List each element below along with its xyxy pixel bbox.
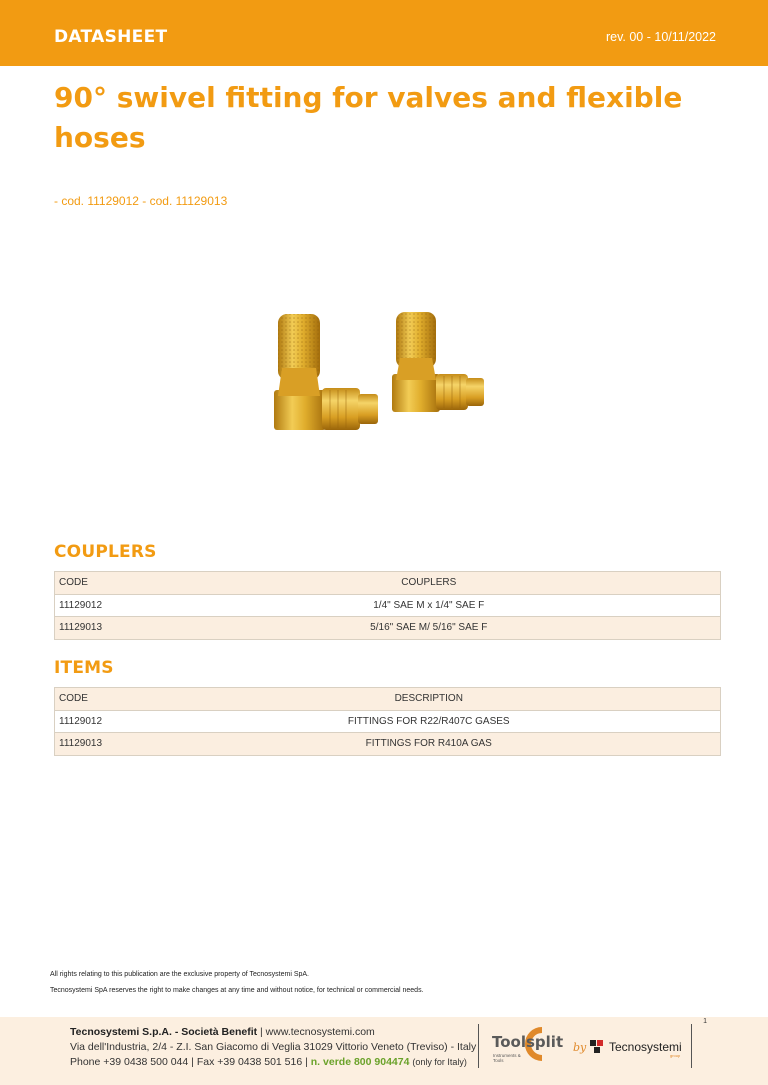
toll-free-note: (only for Italy) bbox=[412, 1057, 467, 1067]
items-table bbox=[54, 687, 721, 756]
product-title: 90° swivel fitting for valves and flexible hoses bbox=[54, 81, 683, 154]
table-header-row bbox=[55, 688, 721, 711]
column-header-couplers: COUPLERS bbox=[138, 572, 721, 595]
separator: | bbox=[257, 1026, 266, 1038]
cell-description: FITTINGS FOR R22/R407C GASES bbox=[138, 710, 721, 733]
cell-code: 11129012 bbox=[55, 594, 138, 617]
phone-number: Phone +39 0438 500 044 bbox=[70, 1056, 189, 1068]
footer-address: Via dell'Industria, 2/4 - Z.I. San Giacomo di Veglia 31029 Vittorio Veneto (Treviso) - Italy bbox=[70, 1041, 477, 1053]
toll-free-number: n. verde 800 904474 bbox=[310, 1056, 410, 1068]
page-number: 1 bbox=[703, 1018, 707, 1025]
cell-code: 11129013 bbox=[55, 617, 138, 640]
footer-contact bbox=[70, 1025, 476, 1070]
footer-divider bbox=[691, 1024, 692, 1068]
items-heading: ITEMS bbox=[54, 658, 114, 678]
website-link[interactable]: www.tecnosystemi.com bbox=[265, 1026, 375, 1038]
fax-number: Fax +39 0438 501 516 bbox=[196, 1056, 303, 1068]
revision-date: rev. 00 - 10/11/2022 bbox=[605, 30, 716, 44]
cell-code: 11129012 bbox=[55, 710, 138, 733]
logo-by-text: by bbox=[573, 1041, 587, 1054]
table-row bbox=[55, 733, 721, 756]
cell-couplers: 5/16" SAE M/ 5/16" SAE F bbox=[138, 617, 721, 640]
svg-text:Tools: Tools bbox=[493, 1058, 504, 1063]
table-header-row bbox=[55, 572, 721, 595]
product-image bbox=[268, 308, 494, 438]
column-header-description: DESCRIPTION bbox=[138, 688, 721, 711]
svg-text:Instruments &: Instruments & bbox=[493, 1053, 521, 1058]
footer-line-company bbox=[70, 1025, 476, 1040]
column-header-code: CODE bbox=[55, 572, 138, 595]
separator: | bbox=[302, 1056, 311, 1068]
svg-text:Tecnosystemi: Tecnosystemi bbox=[609, 1040, 682, 1054]
product-codes: - cod. 11129012 - cod. 11129013 bbox=[54, 194, 228, 208]
cell-couplers: 1/4" SAE M x 1/4" SAE F bbox=[138, 594, 721, 617]
table-row bbox=[55, 710, 721, 733]
table-row bbox=[55, 594, 721, 617]
svg-text:group: group bbox=[670, 1053, 681, 1058]
couplers-table bbox=[54, 571, 721, 640]
svg-text:Toolsplit: Toolsplit bbox=[492, 1033, 564, 1051]
tecnosystemi-logo bbox=[590, 1036, 682, 1058]
header-bar bbox=[0, 0, 768, 66]
table-row bbox=[55, 617, 721, 640]
footer-divider bbox=[478, 1024, 479, 1068]
cell-description: FITTINGS FOR R410A GAS bbox=[138, 733, 721, 756]
fitting-2 bbox=[392, 312, 484, 412]
separator: | bbox=[188, 1056, 197, 1068]
company-name: Tecnosystemi S.p.A. - Società Benefit bbox=[70, 1026, 258, 1038]
fitting-1 bbox=[274, 314, 378, 430]
legal-notice-rights: All rights relating to this publication are the exclusive property of Tecnosystemi SpA. bbox=[50, 971, 309, 978]
legal-notice-changes: Tecnosystemi SpA reserves the right to make changes at any time and without notice, for technical or commercial needs. bbox=[50, 987, 424, 994]
doc-type-label: DATASHEET bbox=[54, 27, 168, 47]
footer-line-phone bbox=[70, 1055, 476, 1070]
toolsplit-logo bbox=[490, 1026, 570, 1066]
cell-code: 11129013 bbox=[55, 733, 138, 756]
column-header-code: CODE bbox=[55, 688, 138, 711]
couplers-heading: COUPLERS bbox=[54, 542, 157, 562]
